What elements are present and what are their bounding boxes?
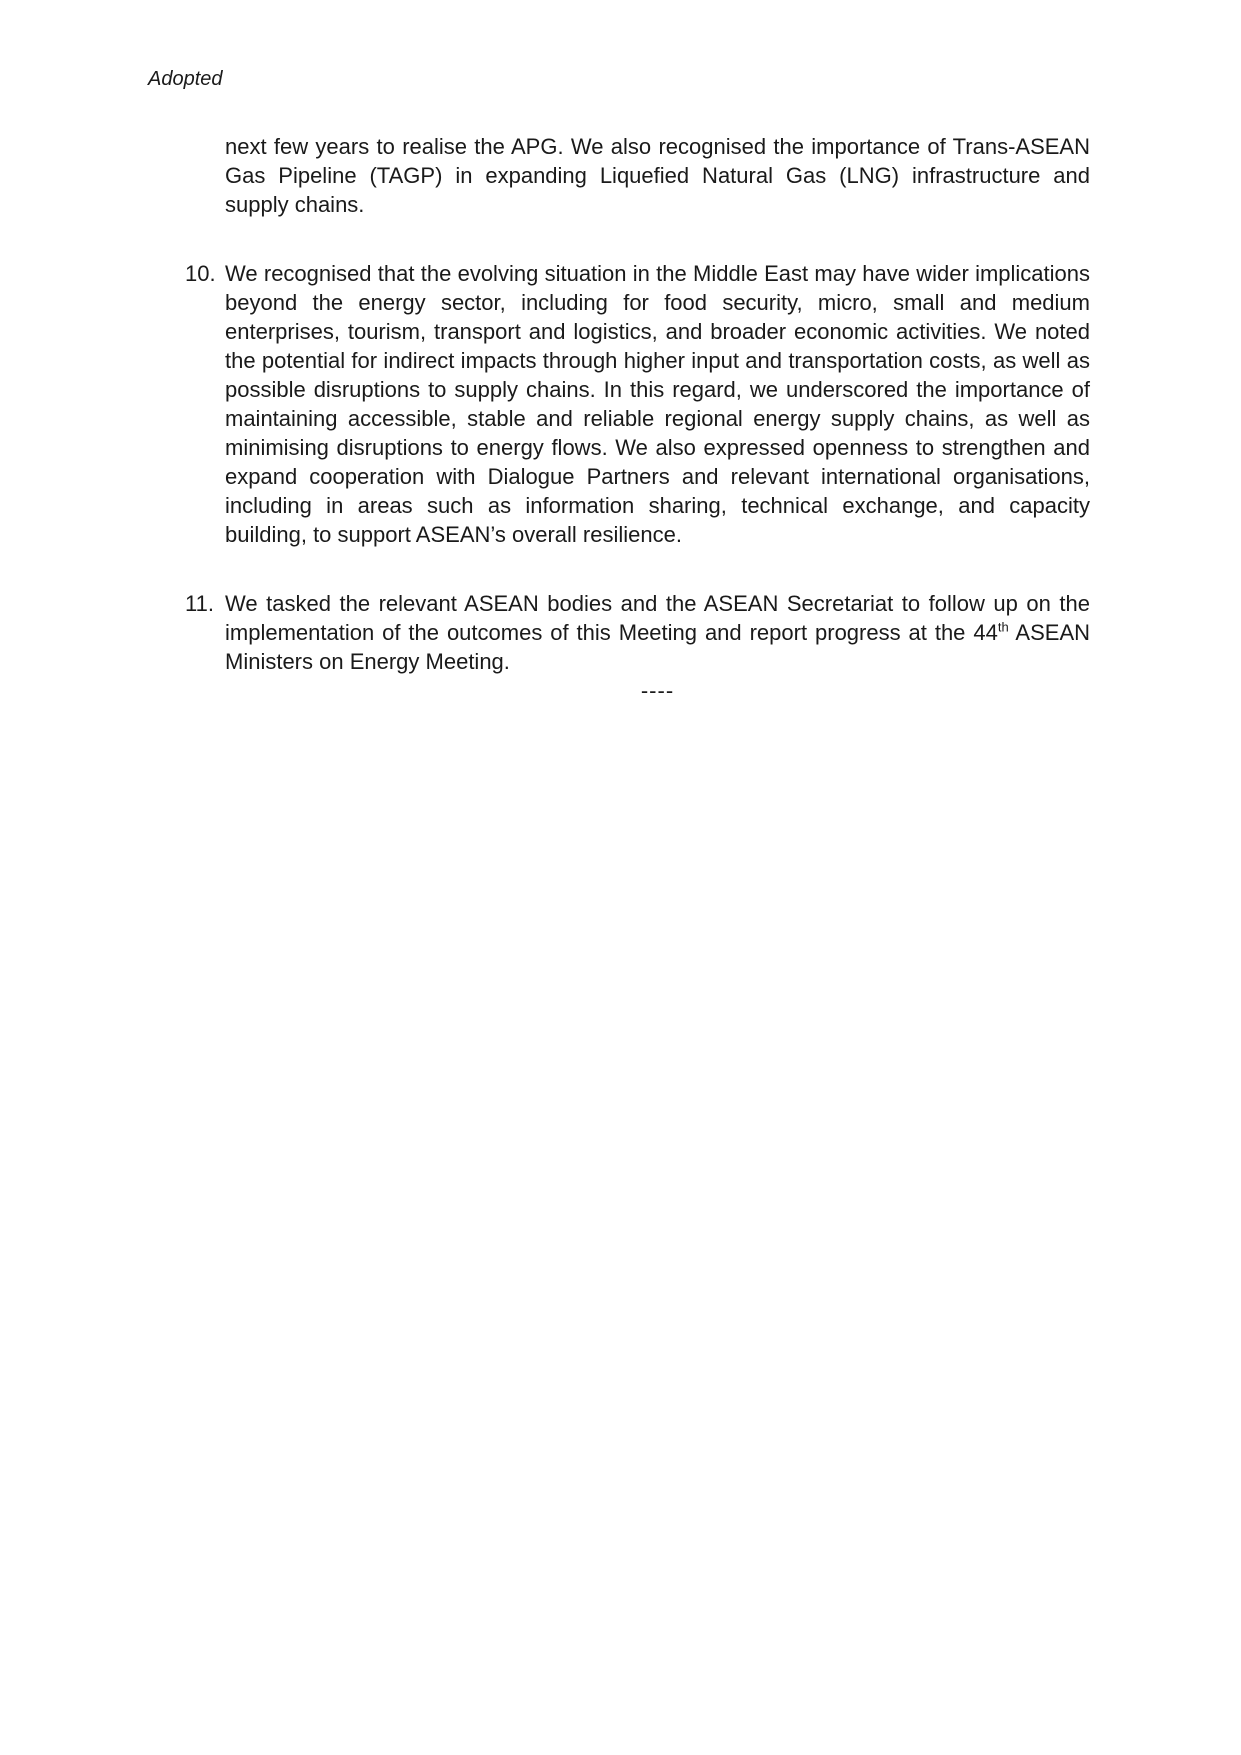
document-body bbox=[185, 132, 1090, 705]
paragraph-text-segment: We tasked the relevant ASEAN bodies and the ASEAN Secretariat to follow up on the implementation of the outcomes of this Meeting and report progress at the 44 bbox=[225, 591, 1090, 645]
section-end-divider: ---- bbox=[640, 678, 675, 703]
paragraph-text bbox=[225, 589, 1090, 676]
numbered-paragraph-10 bbox=[185, 259, 1090, 549]
paragraph-number: 10. bbox=[185, 261, 216, 286]
paragraph-text: We recognised that the evolving situation in the Middle East may have wider implications beyond the energy sector, including for food security, micro, small and medium enterprises, tourism, transport and logistics, and broader economic activities. We noted the potential for indirect impacts through higher input and transportation costs, as well as possible disruptions to supply chains. In this regard, we underscored the importance of maintaining accessible, stable and reliable regional energy supply chains, as well as minimising disruptions to energy flows. We also expressed openness to strengthen and expand cooperation with Dialogue Partners and relevant international organisations, including in areas such as information sharing, technical exchange, and capacity building, to support ASEAN’s overall resilience. bbox=[225, 261, 1090, 547]
paragraph-continuation: next few years to realise the APG. We also recognised the importance of Trans-ASEAN Gas Pipeline (TAGP) in expanding Liquefied Natural Gas (LNG) infrastructure and supply chains. bbox=[225, 134, 1090, 217]
paragraph-number: 11. bbox=[185, 591, 214, 616]
superscript-ordinal: th bbox=[997, 619, 1009, 635]
numbered-paragraph-11 bbox=[185, 589, 1090, 676]
adopted-status-label: Adopted bbox=[148, 68, 223, 90]
paragraph-text-segment: ASEAN Ministers on Energy Meeting. bbox=[225, 620, 1090, 674]
